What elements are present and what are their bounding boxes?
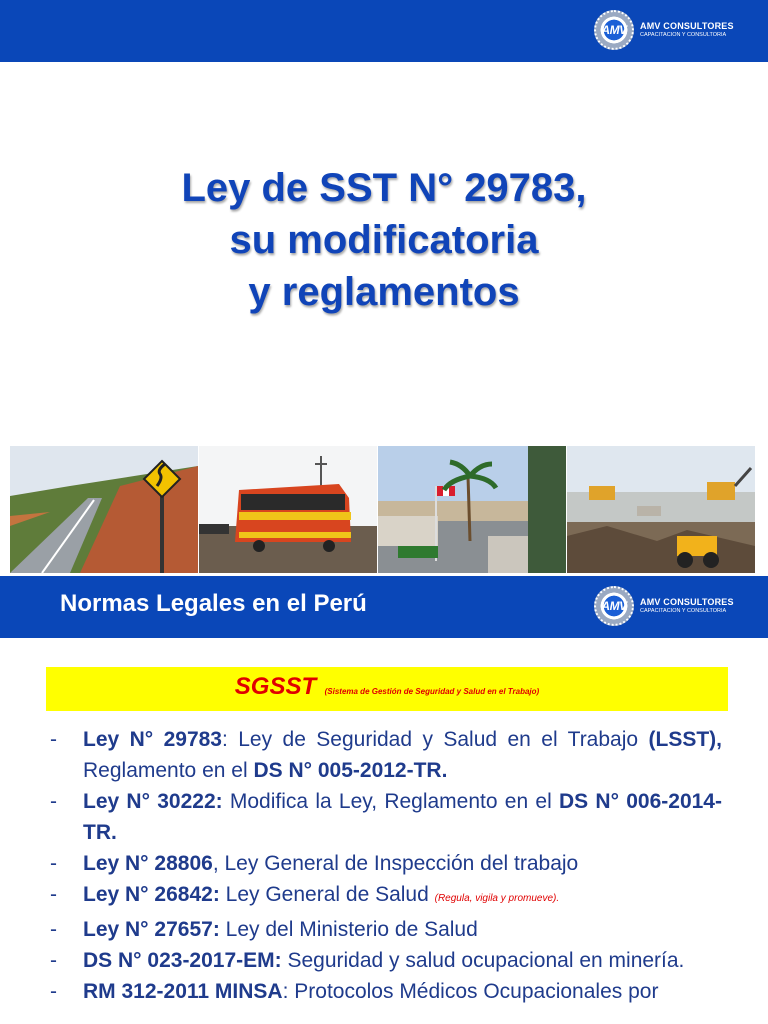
law-number: DS N° 023-2017-EM: (83, 949, 282, 972)
law-list (50, 724, 722, 1007)
law-description: Modifica la Ley, Reglamento en el (222, 790, 559, 813)
bullet-dash: - (50, 852, 57, 875)
logo-mark: AMV (601, 23, 627, 37)
sgsst-heading: SGSST (234, 673, 317, 700)
law-number: RM 312-2011 MINSA (83, 980, 283, 1003)
law-number: Ley N° 27657: (83, 918, 220, 941)
law-description: Reglamento en el (83, 759, 254, 782)
law-number: Ley N° 28806 (83, 852, 213, 875)
bullet-dash: - (50, 728, 57, 751)
bullet-dash: - (50, 949, 57, 972)
law-note: (Regula, vigila y promueve). (434, 893, 560, 904)
section-title: Normas Legales en el Perú (60, 590, 367, 617)
list-item (50, 724, 722, 786)
train-photo (199, 446, 377, 573)
sgsst-subheading: (Sistema de Gestión de Seguridad y Salud en el Trabajo) (324, 687, 540, 696)
law-number: Ley N° 30222: (83, 790, 223, 813)
bullet-dash: - (50, 980, 57, 1003)
logo-tagline: CAPACITACION Y CONSULTORIA (640, 31, 727, 38)
title-line-2: su modificatoria (229, 218, 539, 262)
campus-photo (378, 446, 566, 573)
gear-logo-icon (594, 586, 634, 626)
list-item (50, 945, 722, 976)
title-line-1: Ley de SST N° 29783, (181, 166, 587, 210)
mining-photo (567, 446, 755, 573)
law-description: : Protocolos Médicos Ocupacionales por (282, 980, 659, 1003)
logo-mark: AMV (601, 599, 627, 613)
gear-logo-icon (594, 10, 634, 50)
list-item (50, 848, 722, 879)
law-description: Ley del Ministerio de Salud (219, 918, 478, 941)
bullet-dash: - (50, 790, 57, 813)
list-item (50, 976, 722, 1007)
bullet-dash: - (50, 918, 57, 941)
logo-brand: AMV CONSULTORES (640, 596, 734, 607)
law-regulation: DS N° 006-2014-TR. (83, 790, 722, 844)
title-line-3: y reglamentos (248, 270, 520, 314)
logo-brand: AMV CONSULTORES (640, 20, 734, 31)
law-number: Ley N° 29783 (83, 728, 222, 751)
list-item (50, 879, 722, 914)
law-description: Ley General de Salud (219, 883, 435, 906)
company-logo-secondary (594, 586, 734, 626)
sgsst-heading-box (46, 667, 728, 711)
logo-tagline: CAPACITACION Y CONSULTORIA (640, 607, 727, 614)
road-photo (10, 446, 198, 573)
list-item (50, 786, 722, 848)
slide-title (0, 162, 768, 318)
list-item (50, 914, 722, 945)
law-number: Ley N° 26842: (83, 883, 220, 906)
law-regulation: DS N° 005-2012-TR. (253, 759, 448, 782)
law-description: , Ley General de Inspección del trabajo (212, 852, 579, 875)
law-description: : Ley de Seguridad y Salud en el Trabajo (221, 728, 649, 751)
law-description: Seguridad y salud ocupacional en minería. (281, 949, 685, 972)
company-logo (594, 10, 734, 50)
law-acronym: (LSST), (648, 728, 722, 751)
bullet-dash: - (50, 883, 57, 906)
